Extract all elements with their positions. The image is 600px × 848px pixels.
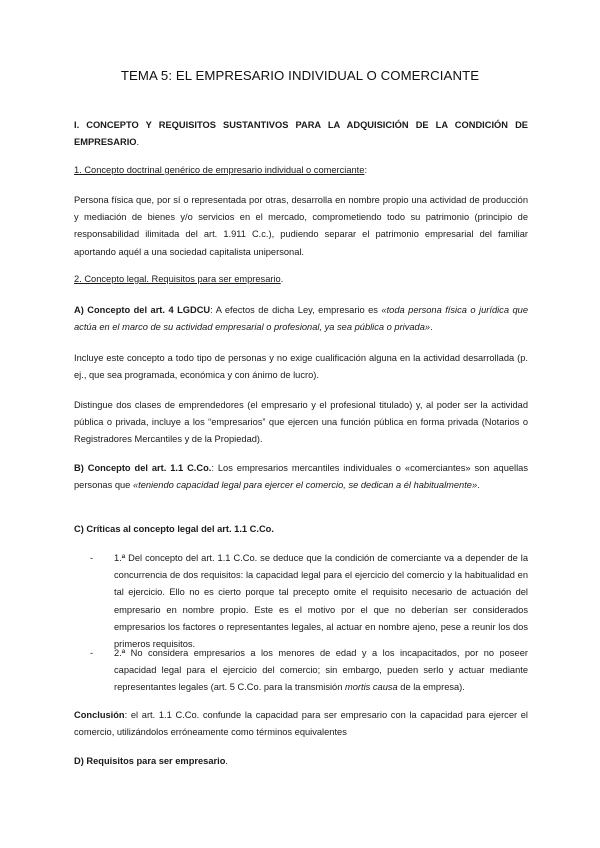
section-heading bbox=[74, 117, 528, 151]
list-bullet: - bbox=[90, 553, 94, 563]
part-d-heading bbox=[74, 753, 528, 770]
paragraph-part-a-classes: Distingue dos clases de emprendedores (el empresario y el profesional titulado) y, al poder ser la actividad pública o privada, incluye a los “empresarios” que ejercen una función pública en forma privada (Notarios o Registradores Mercantiles y de la Propiedad). bbox=[74, 400, 528, 445]
part-a-label: A) Concepto del art. 4 LGDCU bbox=[74, 305, 211, 315]
part-a-end: . bbox=[430, 322, 433, 333]
subsection-heading-legal-text: 2. Concepto legal. Requisitos para ser empresario bbox=[74, 274, 281, 284]
conclusion-label: Conclusión bbox=[74, 710, 125, 720]
conclusion-text: : el art. 1.1 C.Co. confunde la capacidad para ser empresario con la capacidad para ejercer el comercio, utilizándolos erróneamente como términos equivalentes bbox=[74, 710, 528, 738]
section-heading-text: I. CONCEPTO Y REQUISITOS SUSTANTIVOS PARA LA ADQUISICIÓN DE LA CONDICIÓN DE EMPRESARIO bbox=[74, 120, 528, 148]
critique-2-text-end: de la empresa). bbox=[397, 682, 465, 693]
subsection-heading-doctrinal-end: : bbox=[364, 165, 368, 175]
part-d-heading-end: . bbox=[225, 756, 228, 766]
section-heading-end: . bbox=[136, 137, 140, 148]
part-b-quote: «teniendo capacidad legal para ejercer el comercio, se dedican a él habitualmente» bbox=[132, 480, 478, 491]
part-a-text: : A efectos de dicha Ley, empresario es bbox=[210, 305, 382, 315]
critique-2-text: 2.ª No considera empresarios a los menores de edad y a los incapacitados, por no poseer capacidad legal para el ejercicio del comercio; sin embargo, pueden serlo y actuar mediante representantes legales (art. 5 C.Co. para la transmisión bbox=[114, 648, 528, 693]
paragraph-doctrinal-concept: Persona física que, por sí o representada por otras, desarrolla en nombre propio una actividad de producción y mediación de bienes y/o servicios en el mercado, comprometiendo todo su patrimonio (principio de responsabilidad ilimitada del art. 1.911 C.c.), pudiendo separar el patrimonio empresarial del familiar aportando aquél a una sociedad capitalista unipersonal. bbox=[74, 195, 528, 257]
list-item-critique-2 bbox=[114, 645, 528, 697]
part-d-heading-text: D) Requisitos para ser empresario bbox=[74, 756, 226, 766]
page-title: TEMA 5: EL EMPRESARIO INDIVIDUAL O COMERCIANTE bbox=[120, 68, 480, 83]
paragraph-part-a-scope: Incluye este concepto a todo tipo de personas y no exige cualificación alguna en la actividad desarrollada (p. ej., que sea programada, económica y con ánimo de lucro). bbox=[74, 353, 528, 381]
subsection-heading-legal-end: . bbox=[280, 274, 284, 284]
part-b-label: B) Concepto del art. 1.1 C.Co. bbox=[74, 463, 212, 473]
paragraph-part-a bbox=[74, 302, 528, 336]
paragraph-conclusion bbox=[74, 707, 528, 741]
critique-2-italic: mortis causa bbox=[344, 682, 398, 693]
part-b-text: : Los empresarios mercantiles individuales o «comerciantes» son aquellas personas que bbox=[74, 463, 528, 491]
list-item-critique-1: 1.ª Del concepto del art. 1.1 C.Co. se deduce que la condición de comerciante va a depender de la concurrencia de dos requisitos: la capacidad legal para el ejercicio del comercio y la habitualidad en tal ejercicio. Ello no es cierto porque tal precepto omite el requisito necesario de actuación del empresario en nombre propio. Este es el motivo por el que no deberían ser considerados empresarios los factores o representantes legales, al actuar en nombre ajeno, pese a reunir los dos primeros requisitos. bbox=[114, 553, 528, 650]
subsection-heading-doctrinal-text: 1. Concepto doctrinal genérico de empresario individual o comerciante bbox=[74, 165, 365, 175]
subsection-heading-legal bbox=[74, 271, 528, 288]
paragraph-part-b bbox=[74, 460, 528, 494]
list-bullet: - bbox=[90, 648, 94, 658]
subsection-heading-doctrinal bbox=[74, 162, 528, 179]
part-c-heading: C) Críticas al concepto legal del art. 1.1 C.Co. bbox=[74, 524, 274, 534]
part-a-quote: «toda persona física o jurídica que actúa en el marco de su actividad empresarial o profesional, ya sea pública o privada» bbox=[74, 305, 528, 333]
part-b-end: . bbox=[477, 480, 480, 491]
